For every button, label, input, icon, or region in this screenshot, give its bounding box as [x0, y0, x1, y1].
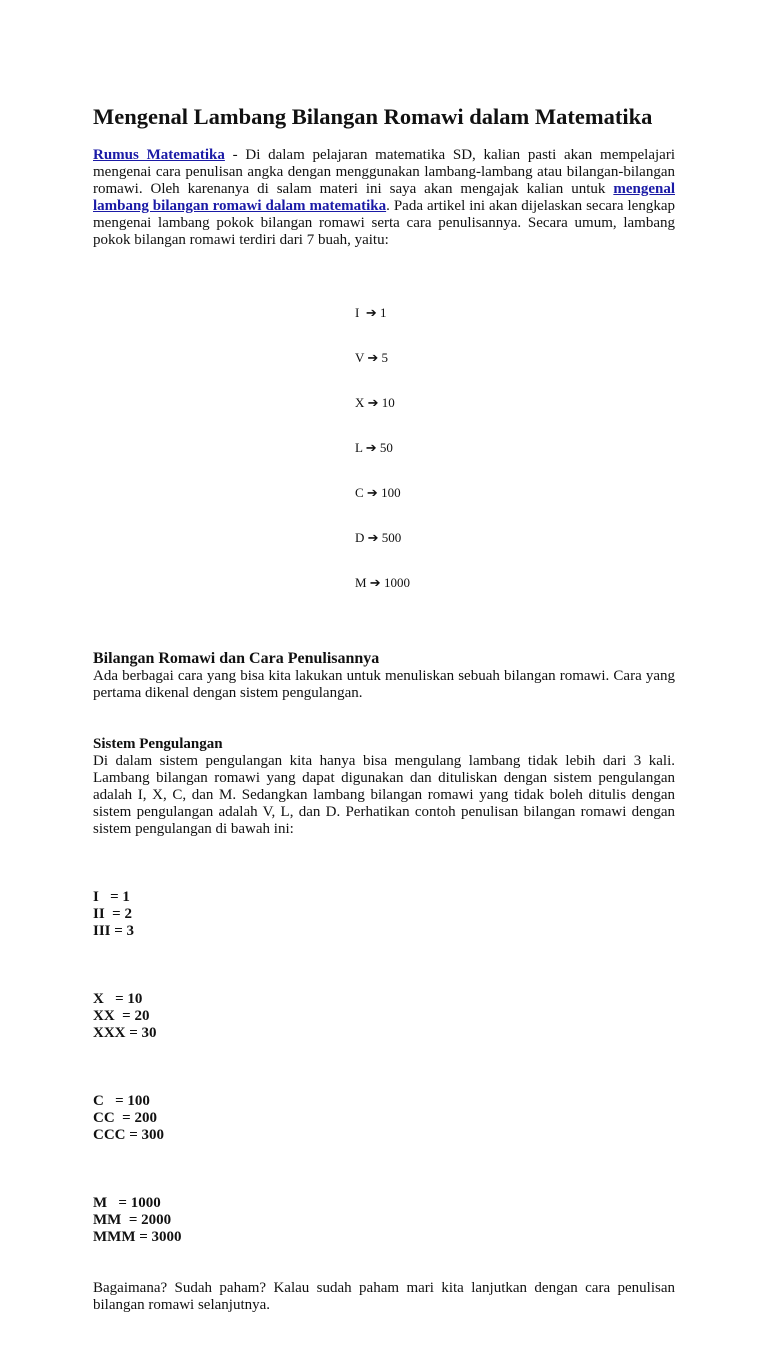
page-title: Mengenal Lambang Bilangan Romawi dalam Matematika — [93, 104, 653, 129]
symbol-item: I ➔ 1 — [355, 305, 387, 320]
example-line: III = 3 — [93, 923, 135, 939]
rumus-matematika-link[interactable]: Rumus Matematika — [93, 147, 225, 163]
closing-paragraph: Bagaimana? Sudah paham? Kalau sudah paham mari kita lanjutkan dengan cara penulisan bilangan romawi selanjutnya. — [93, 1280, 675, 1313]
example-line: MM = 2000 — [93, 1212, 172, 1228]
symbol-item: V ➔ 5 — [355, 350, 389, 365]
symbol-item: D ➔ 500 — [355, 530, 402, 545]
section-1 — [93, 649, 675, 702]
symbol-item: C ➔ 100 — [355, 485, 401, 500]
symbol-item: X ➔ 10 — [355, 395, 395, 410]
example-group — [93, 1195, 675, 1246]
intro-text-2: . Pada artikel ini akan dijelaskan secara lengkap mengenai lambang pokok bilangan romawi serta cara penulisannya. Secara umum, lambang pokok bilangan romawi terdiri dari 7 buah, yaitu: — [93, 198, 675, 248]
example-line: XX = 20 — [93, 1008, 150, 1024]
intro-paragraph — [93, 147, 675, 249]
example-line: M = 1000 — [93, 1195, 161, 1211]
example-line: I = 1 — [93, 889, 130, 905]
example-group — [93, 991, 675, 1042]
examples-list — [93, 855, 675, 1280]
subsection-heading: Sistem Pengulangan — [93, 736, 223, 752]
example-group — [93, 889, 675, 940]
example-line: C = 100 — [93, 1093, 150, 1109]
example-group — [93, 1093, 675, 1144]
example-line: CCC = 300 — [93, 1127, 165, 1143]
section-heading: Bilangan Romawi dan Cara Penulisannya — [93, 650, 380, 667]
example-line: X = 10 — [93, 991, 143, 1007]
section-paragraph: Ada berbagai cara yang bisa kita lakukan untuk menuliskan sebuah bilangan romawi. Cara yang pertama dikenal dengan sistem pengulangan. — [93, 668, 675, 701]
example-line: CC = 200 — [93, 1110, 157, 1126]
subsection-paragraph: Di dalam sistem pengulangan kita hanya bisa mengulang lambang tidak lebih dari 3 kali. Lambang bilangan romawi yang dapat digunakan dan dituliskan dengan sistem pengulangan adalah I, X, C, dan M. Sedangkan lambang bilangan romawi yang tidak boleh ditulis dengan sistem pengulangan adalah V, L, dan D. Perhatikan contoh penulisan bilangan romawi dengan sistem pengulangan di bawah ini: — [93, 753, 675, 837]
example-line: XXX = 30 — [93, 1025, 157, 1041]
example-line: MMM = 3000 — [93, 1229, 182, 1245]
example-line: II = 2 — [93, 906, 132, 922]
intro-text: - Di dalam pelajaran matematika SD, kalian pasti akan mempelajari mengenai cara penulisan angka dengan menggunakan lambang-lambang atau bilangan-bilangan romawi. Oleh karenanya di salam materi ini saya akan mengajak kalian untuk — [93, 147, 675, 197]
symbol-item: L ➔ 50 — [355, 440, 393, 455]
symbol-item: M ➔ 1000 — [355, 575, 410, 590]
section-2 — [93, 736, 675, 838]
mengenal-lambang-link[interactable]: mengenal lambang bilangan romawi dalam matematika — [93, 181, 675, 214]
symbol-list — [355, 275, 675, 605]
